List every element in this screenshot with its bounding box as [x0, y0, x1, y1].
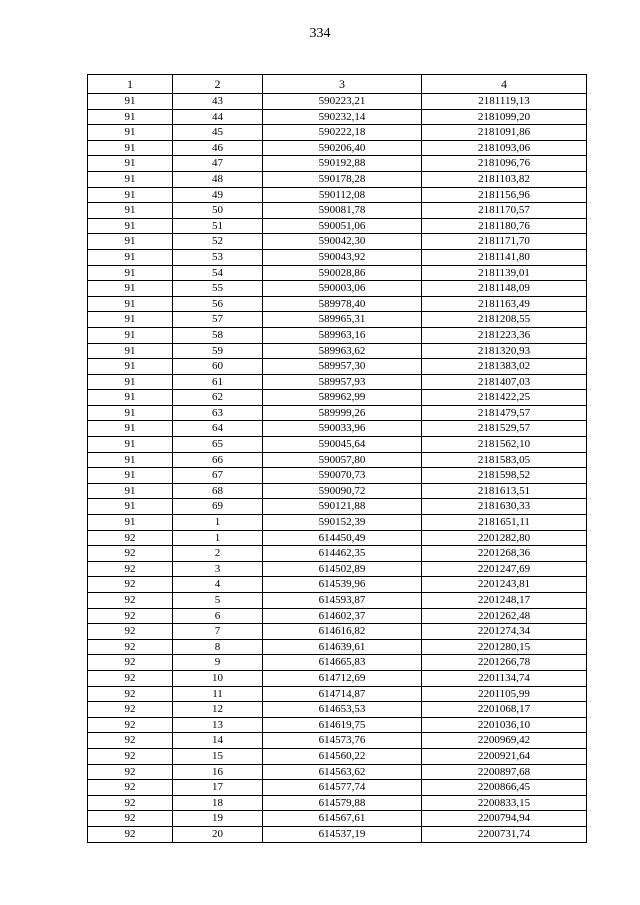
table-cell-col-1: 91	[88, 515, 173, 531]
table-cell-col-1: 91	[88, 468, 173, 484]
table-cell-col-2: 47	[173, 156, 263, 172]
table-cell-col-2: 51	[173, 218, 263, 234]
table-cell-col-2: 52	[173, 234, 263, 250]
table-cell-col-2: 53	[173, 249, 263, 265]
table-cell-col-2: 50	[173, 203, 263, 219]
table-cell-col-3: 589957,93	[263, 374, 422, 390]
table-cell-col-3: 589978,40	[263, 296, 422, 312]
table-cell-col-1: 92	[88, 795, 173, 811]
table-row	[88, 748, 587, 764]
table-cell-col-1: 92	[88, 670, 173, 686]
table-cell-col-1: 91	[88, 296, 173, 312]
table-cell-col-2: 67	[173, 468, 263, 484]
table-cell-col-1: 91	[88, 218, 173, 234]
table-cell-col-4: 2181320,93	[422, 343, 587, 359]
table-cell-col-2: 68	[173, 483, 263, 499]
table-cell-col-1: 91	[88, 343, 173, 359]
table-cell-col-2: 49	[173, 187, 263, 203]
table-cell-col-3: 614714,87	[263, 686, 422, 702]
table-cell-col-4: 2181407,03	[422, 374, 587, 390]
table-row	[88, 312, 587, 328]
table-cell-col-2: 16	[173, 764, 263, 780]
table-row	[88, 546, 587, 562]
table-cell-col-4: 2181208,55	[422, 312, 587, 328]
column-header-3: 3	[263, 75, 422, 94]
table-row	[88, 374, 587, 390]
table-row	[88, 780, 587, 796]
table-cell-col-3: 614567,61	[263, 811, 422, 827]
table-cell-col-2: 15	[173, 748, 263, 764]
table-cell-col-1: 91	[88, 327, 173, 343]
table-row	[88, 327, 587, 343]
table-cell-col-2: 18	[173, 795, 263, 811]
table-cell-col-2: 64	[173, 421, 263, 437]
table-cell-col-2: 17	[173, 780, 263, 796]
table-cell-col-3: 614593,87	[263, 593, 422, 609]
table-row	[88, 218, 587, 234]
table-cell-col-4: 2181093,06	[422, 140, 587, 156]
table-cell-col-2: 1	[173, 515, 263, 531]
table-cell-col-4: 2201274,34	[422, 624, 587, 640]
table-cell-col-3: 614577,74	[263, 780, 422, 796]
table-cell-col-3: 590121,88	[263, 499, 422, 515]
table-cell-col-1: 92	[88, 546, 173, 562]
table-row	[88, 265, 587, 281]
table-cell-col-1: 91	[88, 421, 173, 437]
table-cell-col-4: 2181171,70	[422, 234, 587, 250]
table-cell-col-1: 91	[88, 405, 173, 421]
table-cell-col-1: 91	[88, 312, 173, 328]
table-cell-col-3: 590152,39	[263, 515, 422, 531]
table-cell-col-3: 614563,62	[263, 764, 422, 780]
table-cell-col-3: 589965,31	[263, 312, 422, 328]
table-row	[88, 811, 587, 827]
table-row	[88, 437, 587, 453]
table-cell-col-4: 2181180,76	[422, 218, 587, 234]
table-cell-col-1: 92	[88, 624, 173, 640]
table-row	[88, 764, 587, 780]
table-cell-col-1: 92	[88, 686, 173, 702]
table-cell-col-4: 2181479,57	[422, 405, 587, 421]
table-cell-col-4: 2201036,10	[422, 717, 587, 733]
table-cell-col-3: 590043,92	[263, 249, 422, 265]
table-cell-col-4: 2181613,51	[422, 483, 587, 499]
table-row	[88, 686, 587, 702]
table-cell-col-1: 92	[88, 561, 173, 577]
table-cell-col-4: 2201134,74	[422, 670, 587, 686]
table-row	[88, 499, 587, 515]
table-cell-col-1: 92	[88, 733, 173, 749]
header-row	[88, 75, 587, 94]
table-cell-col-2: 44	[173, 109, 263, 125]
table-cell-col-2: 56	[173, 296, 263, 312]
table-row	[88, 125, 587, 141]
table-cell-col-4: 2181651,11	[422, 515, 587, 531]
table-cell-col-1: 91	[88, 140, 173, 156]
table-cell-col-4: 2200897,68	[422, 764, 587, 780]
table-cell-col-2: 3	[173, 561, 263, 577]
table-cell-col-3: 590178,28	[263, 171, 422, 187]
table-cell-col-2: 54	[173, 265, 263, 281]
table-cell-col-1: 92	[88, 811, 173, 827]
table-cell-col-1: 91	[88, 265, 173, 281]
table-row	[88, 187, 587, 203]
table-cell-col-3: 614573,76	[263, 733, 422, 749]
table-cell-col-4: 2181141,80	[422, 249, 587, 265]
column-header-4: 4	[422, 75, 587, 94]
table-cell-col-1: 92	[88, 608, 173, 624]
table-cell-col-4: 2201268,36	[422, 546, 587, 562]
table-cell-col-4: 2181583,05	[422, 452, 587, 468]
table-row	[88, 639, 587, 655]
table-cell-col-1: 91	[88, 187, 173, 203]
table-cell-col-4: 2181422,25	[422, 390, 587, 406]
table-cell-col-4: 2200866,45	[422, 780, 587, 796]
table-cell-col-2: 7	[173, 624, 263, 640]
table-cell-col-4: 2181091,86	[422, 125, 587, 141]
table-cell-col-1: 92	[88, 780, 173, 796]
table-cell-col-3: 590081,78	[263, 203, 422, 219]
table-cell-col-2: 20	[173, 826, 263, 842]
table-cell-col-3: 614502,89	[263, 561, 422, 577]
table-cell-col-2: 6	[173, 608, 263, 624]
table-cell-col-1: 92	[88, 826, 173, 842]
table-cell-col-3: 590028,86	[263, 265, 422, 281]
table-cell-col-4: 2201282,80	[422, 530, 587, 546]
table-cell-col-3: 589963,16	[263, 327, 422, 343]
table-cell-col-4: 2181598,52	[422, 468, 587, 484]
table-cell-col-1: 91	[88, 203, 173, 219]
table-cell-col-4: 2201247,69	[422, 561, 587, 577]
table-cell-col-2: 48	[173, 171, 263, 187]
table-cell-col-4: 2181223,36	[422, 327, 587, 343]
table-row	[88, 608, 587, 624]
table-cell-col-4: 2181529,57	[422, 421, 587, 437]
table-cell-col-2: 61	[173, 374, 263, 390]
table-row	[88, 624, 587, 640]
table-cell-col-3: 590223,21	[263, 94, 422, 110]
table-cell-col-4: 2181170,57	[422, 203, 587, 219]
table-cell-col-2: 13	[173, 717, 263, 733]
table-cell-col-2: 2	[173, 546, 263, 562]
table-cell-col-4: 2181383,02	[422, 359, 587, 375]
table-row	[88, 702, 587, 718]
table-cell-col-2: 5	[173, 593, 263, 609]
table-cell-col-4: 2181156,96	[422, 187, 587, 203]
table-cell-col-4: 2200731,74	[422, 826, 587, 842]
table-cell-col-1: 92	[88, 748, 173, 764]
table-cell-col-1: 91	[88, 499, 173, 515]
table-cell-col-3: 590057,80	[263, 452, 422, 468]
table-cell-col-2: 8	[173, 639, 263, 655]
table-cell-col-1: 92	[88, 702, 173, 718]
table-row	[88, 717, 587, 733]
table-cell-col-4: 2181119,13	[422, 94, 587, 110]
table-cell-col-4: 2200969,42	[422, 733, 587, 749]
table-cell-col-1: 91	[88, 281, 173, 297]
table-cell-col-3: 614616,82	[263, 624, 422, 640]
table-row	[88, 109, 587, 125]
table-cell-col-4: 2200921,64	[422, 748, 587, 764]
table-row	[88, 733, 587, 749]
table-cell-col-2: 55	[173, 281, 263, 297]
table-cell-col-3: 589957,30	[263, 359, 422, 375]
table-cell-col-3: 614450,49	[263, 530, 422, 546]
table-cell-col-1: 92	[88, 530, 173, 546]
table-row	[88, 421, 587, 437]
table-cell-col-1: 91	[88, 109, 173, 125]
table-cell-col-3: 590051,06	[263, 218, 422, 234]
table-row	[88, 577, 587, 593]
table-cell-col-4: 2181148,09	[422, 281, 587, 297]
coordinates-table	[87, 74, 587, 843]
table-cell-col-3: 614560,22	[263, 748, 422, 764]
table-cell-col-4: 2181139,01	[422, 265, 587, 281]
table-cell-col-3: 590192,88	[263, 156, 422, 172]
table-cell-col-1: 91	[88, 390, 173, 406]
table-row	[88, 234, 587, 250]
table-cell-col-3: 590033,96	[263, 421, 422, 437]
table-cell-col-3: 614639,61	[263, 639, 422, 655]
table-cell-col-4: 2200794,94	[422, 811, 587, 827]
table-row	[88, 655, 587, 671]
table-cell-col-1: 91	[88, 359, 173, 375]
page-number: 334	[309, 26, 331, 41]
table-cell-col-3: 614579,88	[263, 795, 422, 811]
table-cell-col-1: 91	[88, 374, 173, 390]
table-row	[88, 561, 587, 577]
table-row	[88, 670, 587, 686]
table-cell-col-1: 91	[88, 437, 173, 453]
table-row	[88, 468, 587, 484]
table-cell-col-4: 2201068,17	[422, 702, 587, 718]
table-cell-col-4: 2201262,48	[422, 608, 587, 624]
table-cell-col-3: 614653,53	[263, 702, 422, 718]
table-cell-col-3: 589962,99	[263, 390, 422, 406]
table-cell-col-3: 590222,18	[263, 125, 422, 141]
table-cell-col-4: 2181630,33	[422, 499, 587, 515]
table-row	[88, 593, 587, 609]
table-cell-col-4: 2181099,20	[422, 109, 587, 125]
table-cell-col-2: 66	[173, 452, 263, 468]
table-row	[88, 452, 587, 468]
column-header-2: 2	[173, 75, 263, 94]
table-row	[88, 530, 587, 546]
table-cell-col-4: 2201243,81	[422, 577, 587, 593]
table-cell-col-4: 2201248,17	[422, 593, 587, 609]
table-cell-col-3: 590045,64	[263, 437, 422, 453]
table-cell-col-1: 92	[88, 764, 173, 780]
table-row	[88, 281, 587, 297]
table-header	[88, 75, 587, 94]
table-cell-col-1: 91	[88, 156, 173, 172]
table-cell-col-4: 2181163,49	[422, 296, 587, 312]
table-cell-col-1: 91	[88, 483, 173, 499]
table-cell-col-2: 63	[173, 405, 263, 421]
table-cell-col-4: 2201105,99	[422, 686, 587, 702]
table-row	[88, 795, 587, 811]
table-cell-col-3: 614539,96	[263, 577, 422, 593]
table-cell-col-2: 11	[173, 686, 263, 702]
table-cell-col-3: 590070,73	[263, 468, 422, 484]
column-header-1: 1	[88, 75, 173, 94]
table-cell-col-2: 45	[173, 125, 263, 141]
table-cell-col-2: 46	[173, 140, 263, 156]
table-cell-col-2: 12	[173, 702, 263, 718]
table-cell-col-3: 614619,75	[263, 717, 422, 733]
table-cell-col-1: 91	[88, 94, 173, 110]
table-cell-col-1: 92	[88, 577, 173, 593]
table-cell-col-3: 590003,06	[263, 281, 422, 297]
table-cell-col-3: 589999,26	[263, 405, 422, 421]
table-cell-col-2: 10	[173, 670, 263, 686]
table-row	[88, 94, 587, 110]
table-cell-col-3: 614462,35	[263, 546, 422, 562]
table-row	[88, 405, 587, 421]
table-row	[88, 359, 587, 375]
table-row	[88, 826, 587, 842]
table-row	[88, 515, 587, 531]
table-cell-col-1: 91	[88, 452, 173, 468]
table-cell-col-1: 91	[88, 234, 173, 250]
table-cell-col-3: 614665,83	[263, 655, 422, 671]
table-cell-col-2: 9	[173, 655, 263, 671]
table-cell-col-4: 2200833,15	[422, 795, 587, 811]
table-cell-col-2: 14	[173, 733, 263, 749]
table-cell-col-1: 92	[88, 655, 173, 671]
table-cell-col-3: 590090,72	[263, 483, 422, 499]
table-row	[88, 296, 587, 312]
table-cell-col-4: 2181562,10	[422, 437, 587, 453]
table-row	[88, 483, 587, 499]
table-cell-col-3: 614602,37	[263, 608, 422, 624]
table-cell-col-1: 91	[88, 171, 173, 187]
table-row	[88, 156, 587, 172]
table-cell-col-2: 57	[173, 312, 263, 328]
table-cell-col-4: 2181103,82	[422, 171, 587, 187]
table-cell-col-2: 19	[173, 811, 263, 827]
table-cell-col-1: 92	[88, 593, 173, 609]
table-row	[88, 203, 587, 219]
table-cell-col-1: 92	[88, 717, 173, 733]
table-row	[88, 343, 587, 359]
table-cell-col-2: 58	[173, 327, 263, 343]
table-row	[88, 249, 587, 265]
table-cell-col-2: 43	[173, 94, 263, 110]
table-cell-col-3: 614712,69	[263, 670, 422, 686]
table-body	[88, 94, 587, 843]
table-cell-col-1: 91	[88, 125, 173, 141]
table-cell-col-3: 590112,08	[263, 187, 422, 203]
table-cell-col-3: 614537,19	[263, 826, 422, 842]
table-cell-col-4: 2201280,15	[422, 639, 587, 655]
table-cell-col-3: 589963,62	[263, 343, 422, 359]
table-row	[88, 171, 587, 187]
table-cell-col-2: 62	[173, 390, 263, 406]
table-cell-col-4: 2181096,76	[422, 156, 587, 172]
table-cell-col-1: 92	[88, 639, 173, 655]
table-cell-col-4: 2201266,78	[422, 655, 587, 671]
table-cell-col-2: 4	[173, 577, 263, 593]
table-cell-col-2: 69	[173, 499, 263, 515]
table-cell-col-3: 590206,40	[263, 140, 422, 156]
table-cell-col-3: 590042,30	[263, 234, 422, 250]
table-cell-col-2: 60	[173, 359, 263, 375]
table-cell-col-2: 59	[173, 343, 263, 359]
table-cell-col-2: 1	[173, 530, 263, 546]
table-row	[88, 140, 587, 156]
table-cell-col-1: 91	[88, 249, 173, 265]
table-cell-col-2: 65	[173, 437, 263, 453]
table-row	[88, 390, 587, 406]
table-cell-col-3: 590232,14	[263, 109, 422, 125]
